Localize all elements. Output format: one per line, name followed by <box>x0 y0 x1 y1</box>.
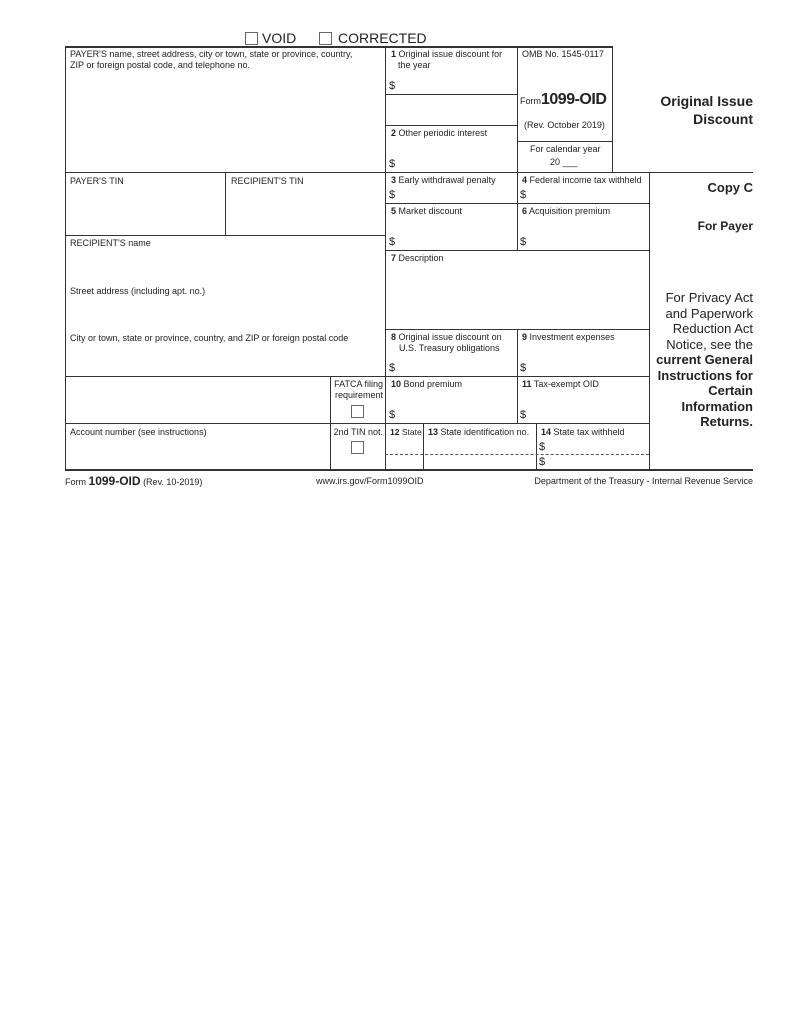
box7-label <box>391 253 444 264</box>
box13-text: State identification no. <box>440 427 530 437</box>
privacy-line: Information <box>681 398 753 414</box>
payer-info-label: PAYER'S name, street address, city or town, state or province, country, <box>70 49 353 59</box>
form-id <box>520 92 606 109</box>
box5-label <box>391 206 462 217</box>
recipient-tin-label: RECIPIENT'S TIN <box>231 176 304 186</box>
box5-text: Market discount <box>398 206 463 216</box>
fatca-checkbox[interactable] <box>351 405 364 418</box>
divider <box>517 46 518 172</box>
fatca-label: FATCA filing <box>334 379 383 389</box>
divider <box>385 250 649 251</box>
divider <box>423 423 424 469</box>
street-address-label: Street address (including apt. no.) <box>70 286 206 296</box>
privacy-line: Instructions for <box>657 367 753 383</box>
recipient-name-label: RECIPIENT'S name <box>70 238 151 248</box>
footer-revision: (Rev. 10-2019) <box>143 477 203 487</box>
box8-number: 8 <box>391 332 397 342</box>
divider <box>385 94 517 95</box>
box1-dollar: $ <box>389 80 396 92</box>
box10-text: Bond premium <box>403 379 463 389</box>
divider <box>517 172 518 250</box>
box11-dollar: $ <box>520 409 527 421</box>
box8-dollar: $ <box>389 362 396 374</box>
box4-dollar: $ <box>520 189 527 201</box>
box11-number: 11 <box>522 379 532 389</box>
divider <box>225 172 226 235</box>
box2-number: 2 <box>391 128 397 138</box>
box14-text: State tax withheld <box>553 427 625 437</box>
box10-label <box>391 379 462 390</box>
second-tin-checkbox[interactable] <box>351 441 364 454</box>
box11-text: Tax-exempt OID <box>533 379 599 389</box>
box12-label <box>390 427 422 438</box>
box6-dollar: $ <box>520 236 527 248</box>
box9-number: 9 <box>522 332 528 342</box>
payer-info-label-2: ZIP or foreign postal code, and telephone no. <box>70 60 250 70</box>
box2-label <box>391 128 487 139</box>
box14-dollar-2: $ <box>539 456 546 468</box>
box9-dollar: $ <box>520 362 527 374</box>
form-name: 1099-OID <box>541 91 607 108</box>
for-payer-label: For Payer <box>697 219 753 233</box>
fatca-label-2: requirement <box>334 390 383 400</box>
divider <box>385 454 649 455</box>
divider <box>65 376 649 377</box>
box1-label <box>391 49 502 60</box>
city-label: City or town, state or province, country, and ZIP or foreign postal code <box>70 333 349 343</box>
box13-label <box>428 427 529 438</box>
box7-number: 7 <box>391 253 397 263</box>
box5-number: 5 <box>391 206 397 216</box>
box13-number: 13 <box>428 427 439 437</box>
divider <box>385 203 649 204</box>
form-title-2: Discount <box>693 111 753 127</box>
box1-number: 1 <box>391 49 397 59</box>
box14-label <box>541 427 625 438</box>
box2-text: Other periodic interest <box>398 128 488 138</box>
box10-number: 10 <box>391 379 402 389</box>
privacy-line: Returns. <box>700 414 753 429</box>
box3-label <box>391 175 496 186</box>
box12-number: 12 <box>390 427 400 437</box>
form-word: Form <box>520 96 541 106</box>
box8-label <box>391 332 502 343</box>
box6-label <box>522 206 610 217</box>
box2-dollar: $ <box>389 158 396 170</box>
corrected-checbox[interactable] <box>319 32 332 45</box>
divider <box>65 423 649 424</box>
box6-number: 6 <box>522 206 528 216</box>
calendar-year-value[interactable]: 20 ___ <box>550 157 578 167</box>
box9-label <box>522 332 615 343</box>
box10-dollar: $ <box>389 409 396 421</box>
omb-number: OMB No. 1545-0117 <box>522 49 604 59</box>
divider <box>385 125 517 126</box>
payer-tin-label: PAYER'S TIN <box>70 176 124 186</box>
corrected-label: CORRECTED <box>338 30 427 46</box>
box12-text: State <box>401 427 422 437</box>
box14-number: 14 <box>541 427 552 437</box>
second-tin-label: 2nd TIN not. <box>333 427 383 437</box>
box1-label-2: the year <box>398 60 431 70</box>
box1-text: Original issue discount for <box>398 49 503 59</box>
void-checkbox[interactable] <box>245 32 258 45</box>
box8-text: Original issue discount on <box>398 332 502 342</box>
footer-url[interactable]: www.irs.gov/Form1099OID <box>316 476 424 486</box>
privacy-line: For Privacy Act <box>665 290 753 305</box>
void-label: VOID <box>262 30 297 46</box>
box4-label <box>522 175 642 186</box>
box6-text: Acquisition premium <box>529 206 611 216</box>
box4-text: Federal income tax withheld <box>529 175 642 185</box>
box4-number: 4 <box>522 175 528 185</box>
copy-label: Copy C <box>707 180 753 195</box>
privacy-line: Reduction Act <box>672 321 753 336</box>
account-number-label: Account number (see instructions) <box>70 427 207 437</box>
box3-number: 3 <box>391 175 397 185</box>
divider <box>536 423 537 469</box>
revision-date: (Rev. October 2019) <box>524 120 605 130</box>
privacy-line: current General <box>656 352 753 367</box>
box8-label-2: U.S. Treasury obligations <box>399 343 500 353</box>
divider <box>65 235 385 236</box>
footer-form-name: 1099-OID <box>88 474 141 488</box>
divider <box>65 46 66 469</box>
box3-text: Early withdrawal penalty <box>398 175 496 185</box>
calendar-year-label: For calendar year <box>530 144 601 154</box>
form-title-1: Original Issue <box>660 93 753 109</box>
divider <box>65 469 753 471</box>
box7-text: Description <box>398 253 444 263</box>
privacy-line: Notice, see the <box>666 336 753 352</box>
box3-dollar: $ <box>389 189 396 201</box>
privacy-line: Certain <box>708 383 753 398</box>
privacy-line: and Paperwork <box>665 305 753 321</box>
footer-form-id <box>65 474 202 489</box>
box5-dollar: $ <box>389 236 396 248</box>
divider <box>65 46 612 48</box>
divider <box>517 141 612 142</box>
privacy-notice <box>650 290 753 430</box>
box14-dollar-1: $ <box>539 441 546 453</box>
footer-form-word: Form <box>65 477 86 487</box>
footer-department: Department of the Treasury - Internal Revenue Service <box>534 476 753 486</box>
box9-text: Investment expenses <box>529 332 615 342</box>
divider <box>612 46 613 172</box>
box11-label <box>522 379 599 390</box>
divider <box>385 46 386 469</box>
